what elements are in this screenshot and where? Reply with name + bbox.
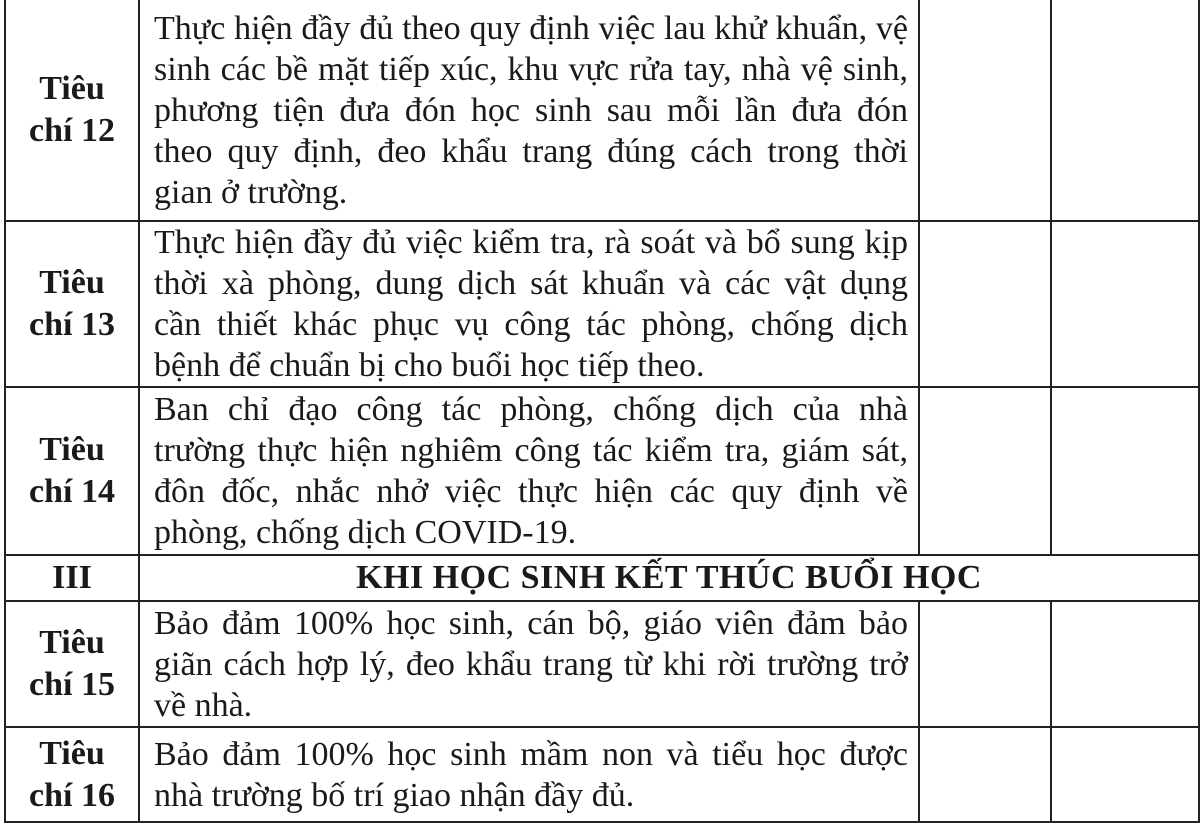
criterion-label-line2: chí 15	[29, 666, 115, 703]
criterion-label-line2: chí 14	[29, 473, 115, 510]
criterion-label-line2: chí 13	[29, 306, 115, 343]
criterion-content: Thực hiện đầy đủ việc kiểm tra, rà soát và bổ sung kịp thời xà phòng, dung dịch sát khuẩn và các vật dụng cần thiết khác phục vụ công tác phòng, chống dịch bệnh để chuẩn bị cho buổi học tiếp theo.	[139, 221, 919, 387]
criterion-label-line1: Tiêu	[39, 734, 105, 772]
criterion-label-line2: chí 12	[29, 112, 115, 149]
criterion-content: Bảo đảm 100% học sinh mầm non và tiểu học được nhà trường bố trí giao nhận đầy đủ.	[139, 727, 919, 822]
table-row-criterion-12	[5, 0, 1199, 221]
table-row-criterion-14	[5, 387, 1199, 555]
criterion-label	[5, 601, 139, 727]
table-row-criterion-13	[5, 221, 1199, 387]
criterion-label	[5, 221, 139, 387]
criterion-content: Thực hiện đầy đủ theo quy định việc lau khử khuẩn, vệ sinh các bề mặt tiếp xúc, khu vực rửa tay, nhà vệ sinh, phương tiện đưa đón học sinh sau mỗi lần đưa đón theo quy định, đeo khẩu trang đúng cách trong thời gian ở trường.	[139, 0, 919, 221]
table-row-criterion-15	[5, 601, 1199, 727]
section-number: III	[5, 555, 139, 601]
document-page	[4, 0, 1198, 817]
criterion-label	[5, 387, 139, 555]
evaluation-cell-2[interactable]	[1051, 221, 1199, 387]
evaluation-cell-2[interactable]	[1051, 0, 1199, 221]
evaluation-cell-1[interactable]	[919, 387, 1051, 555]
evaluation-cell-2[interactable]	[1051, 727, 1199, 822]
criterion-label-line1: Tiêu	[39, 624, 105, 661]
criterion-label-line2: chí 16	[29, 776, 115, 814]
criterion-label-line1: Tiêu	[39, 264, 105, 301]
criterion-content: Ban chỉ đạo công tác phòng, chống dịch của nhà trường thực hiện nghiêm công tác kiểm tra, giám sát, đôn đốc, nhắc nhở việc thực hiện các quy định về phòng, chống dịch COVID-19.	[139, 387, 919, 555]
criterion-label	[5, 0, 139, 221]
section-title: KHI HỌC SINH KẾT THÚC BUỔI HỌC	[139, 555, 1199, 601]
evaluation-cell-1[interactable]	[919, 0, 1051, 221]
table-row-criterion-16	[5, 727, 1199, 822]
evaluation-cell-2[interactable]	[1051, 387, 1199, 555]
evaluation-cell-2[interactable]	[1051, 601, 1199, 727]
evaluation-cell-1[interactable]	[919, 601, 1051, 727]
evaluation-cell-1[interactable]	[919, 727, 1051, 822]
criterion-label	[5, 727, 139, 822]
criteria-table	[4, 0, 1200, 823]
criterion-content: Bảo đảm 100% học sinh, cán bộ, giáo viên đảm bảo giãn cách hợp lý, đeo khẩu trang từ khi rời trường trở về nhà.	[139, 601, 919, 727]
evaluation-cell-1[interactable]	[919, 221, 1051, 387]
criterion-label-line1: Tiêu	[39, 70, 105, 107]
criterion-label-line1: Tiêu	[39, 431, 105, 468]
section-header-row	[5, 555, 1199, 601]
